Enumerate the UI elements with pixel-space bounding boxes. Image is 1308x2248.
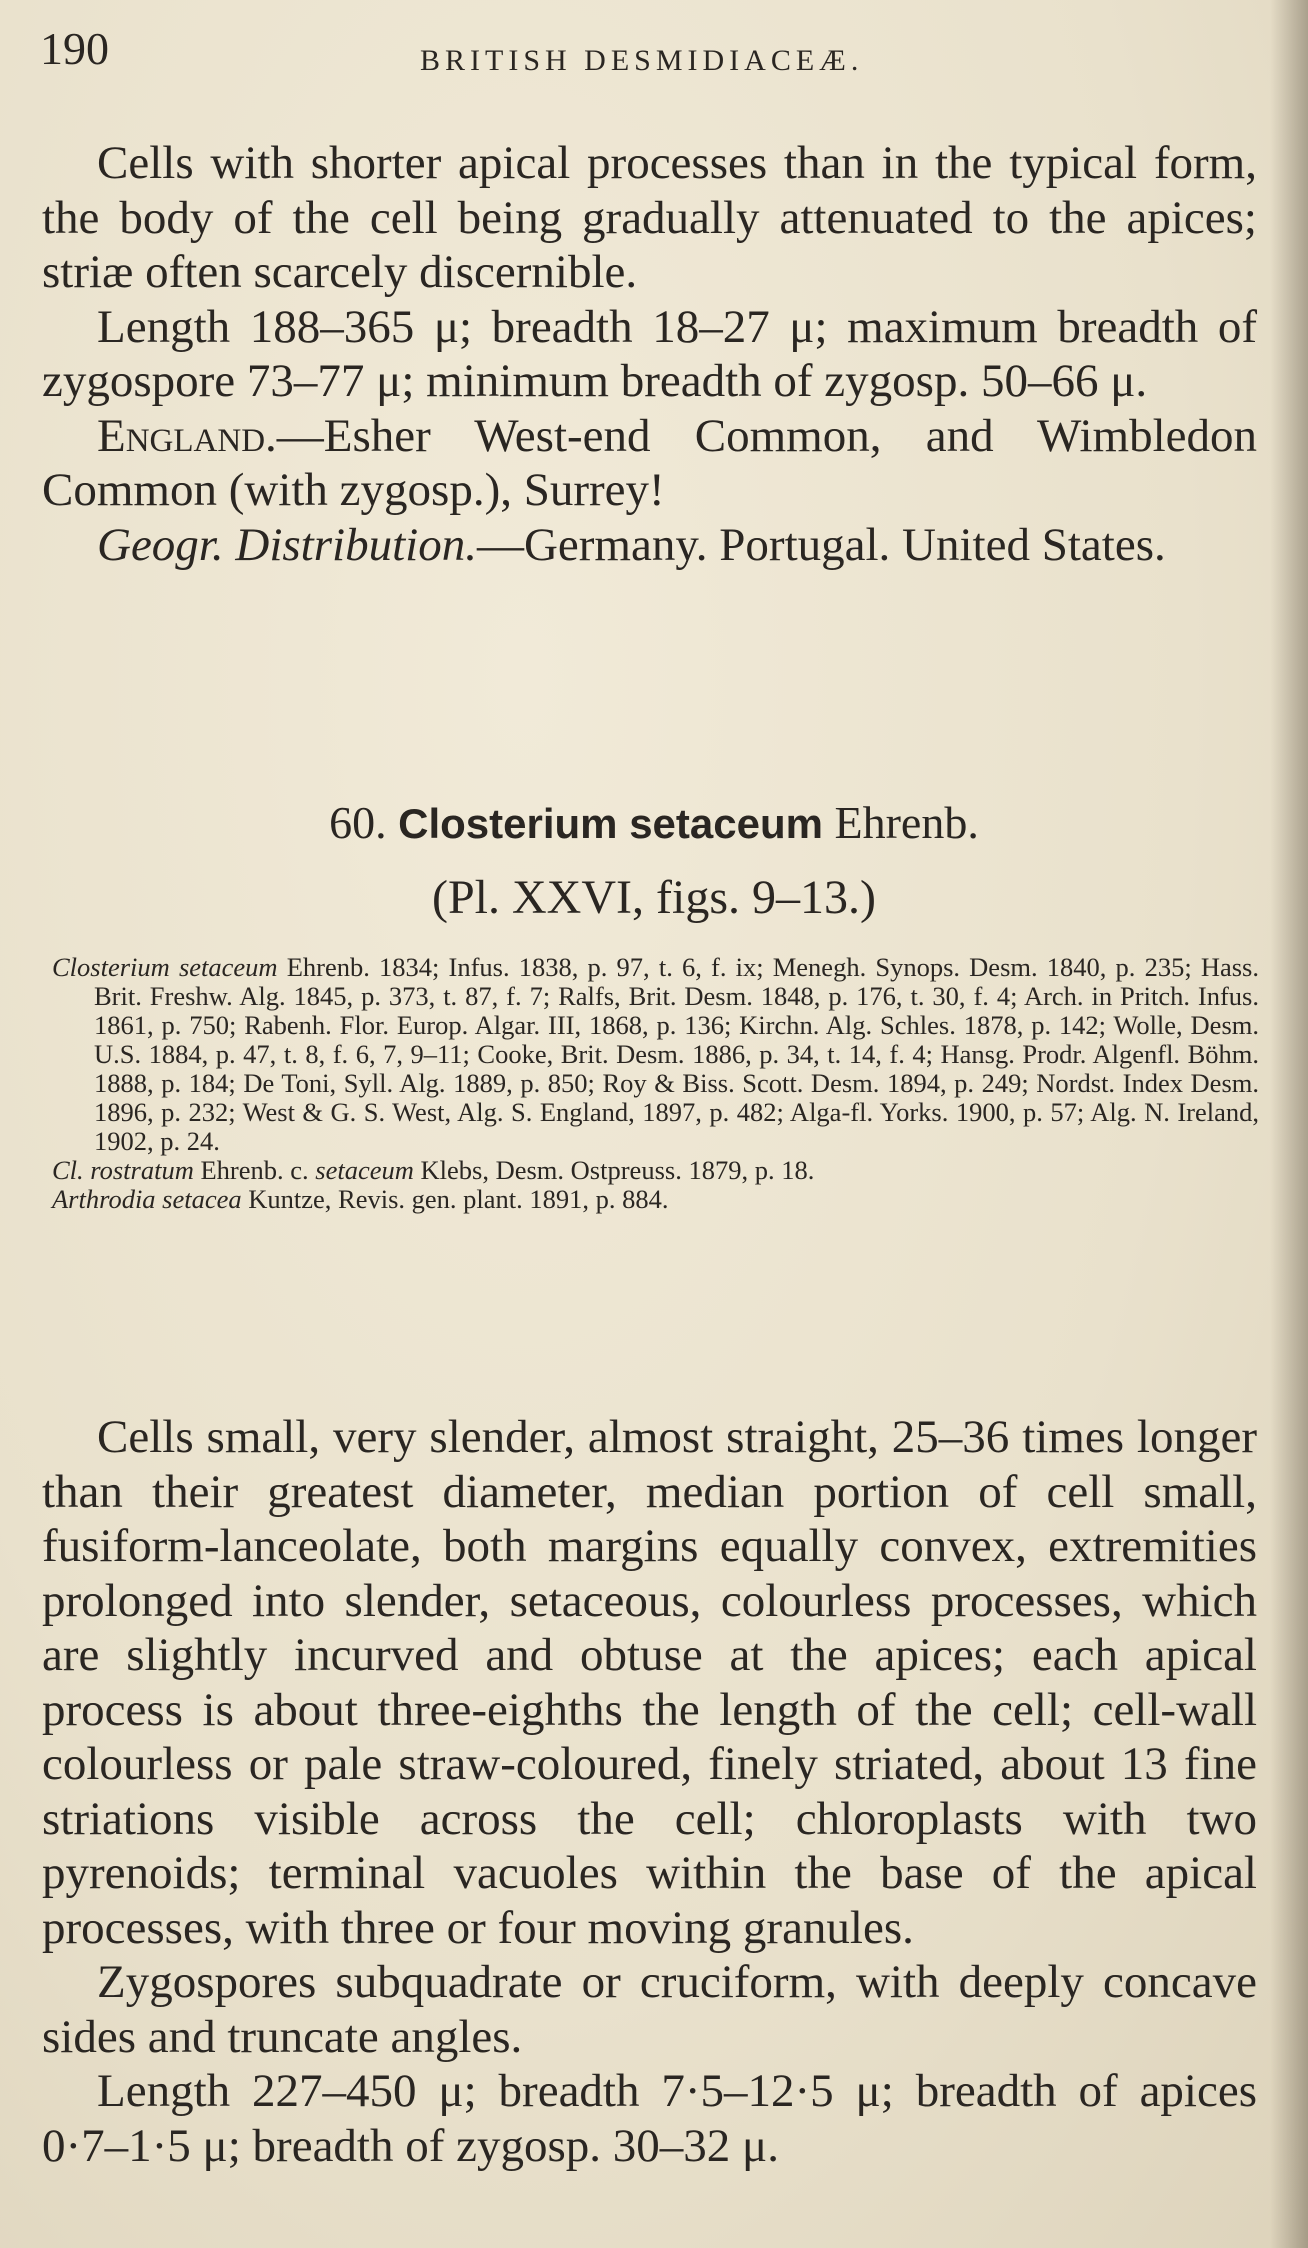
species-name: Closterium setaceum (398, 800, 823, 847)
top-section (42, 136, 1257, 572)
running-title: BRITISH DESMIDIACEÆ. (420, 44, 864, 77)
bottom-section (42, 1410, 1257, 2173)
running-head (40, 22, 1270, 82)
synonymy-entry (52, 952, 1259, 1156)
england-label: England. (97, 409, 277, 462)
synonym-citation: Kuntze, Revis. gen. plant. 1891, p. 884. (248, 1184, 669, 1214)
variety-measurements: Length 188–365 μ; breadth 18–27 μ; maximum breadth of zygospore 73–77 μ; minimum breadth of zygosp. 50–66 μ. (42, 300, 1257, 407)
synonym-citation-2: Klebs, Desm. Ostpreuss. 1879, p. 18. (420, 1155, 815, 1185)
species-description: Cells small, very slender, almost straight, 25–36 times longer than their greatest diameter, median portion of cell small, fusiform-lanceolate, both margins equally convex, extremities prolonged into slender, setaceous, colourless processes, which are slightly incurved and obtuse at the apices; each apical process is about three-eighths the length of the cell; cell-wall colourless or pale straw-coloured, finely striated, about 13 fine striations visible across the cell; chloroplasts with two pyrenoids; terminal vacuoles within the base of the apical processes, with three or four moving granules. (42, 1411, 1257, 1954)
synonymy-block (52, 952, 1259, 1214)
distribution-text: —Germany. Portugal. United States. (476, 518, 1166, 571)
synonym-citation: Ehrenb. 1834; Infus. 1838, p. 97, t. 6, f. ix; Menegh. Synops. Desm. 1840, p. 235; Hass. Brit. Freshw. Alg. 1845, p. 373, t. 87, f. 7; Ralfs, Brit. Desm. 1848, p. 176, t. 30, f. 4; Arch. in Pritch. Infus. 1861, p. 750; Rabenh. Flor. Europ. Algar. III, 1868, p. 136; Kirchn. Alg. Schles. 1878, p. 142; Wolle, Desm. U.S. 1884, p. 47, t. 8, f. 6, 7, 9–11; Cooke, Brit. Desm. 1886, p. 34, t. 14, f. 4; Hansg. Prodr. Algenfl. Böhm. 1888, p. 184; De Toni, Syll. Alg. 1889, p. 850; Roy & Biss. Scott. Desm. 1894, p. 249; Nordst. Index Desm. 1896, p. 232; West & G. S. West, Alg. S. England, 1897, p. 482; Alga-fl. Yorks. 1900, p. 57; Alg. N. Ireland, 1902, p. 24. (94, 952, 1259, 1156)
synonym-citation: Ehrenb. c. (200, 1155, 309, 1185)
synonym-name: Closterium setaceum (52, 952, 278, 982)
england-text: —Esher West-end Common, and Wimbledon Common (with zygosp.), Surrey! (42, 409, 1257, 516)
species-measurements: Length 227–450 μ; breadth 7·5–12·5 μ; breadth of apices 0·7–1·5 μ; breadth of zygosp. 30–32 μ. (42, 2065, 1257, 2172)
species-authority: Ehrenb. (834, 797, 979, 848)
plate-reference: (Pl. XXVI, figs. 9–13.) (432, 871, 876, 924)
synonymy-entry (52, 1184, 1259, 1214)
page-gutter-shadow (1270, 0, 1308, 2248)
species-heading (0, 796, 1308, 849)
synonymy-entry (52, 1155, 1259, 1185)
variety-description: Cells with shorter apical processes than in the typical form, the body of the cell being gradually attenuated to the apices; striæ often scarcely discernible. (42, 137, 1257, 298)
geographic-distribution (42, 518, 1257, 573)
synonym-name-2: setaceum (315, 1155, 414, 1185)
england-locality (42, 409, 1257, 518)
species-number: 60. (329, 797, 387, 848)
zygospore-description: Zygospores subquadrate or cruciform, with deeply concave sides and truncate angles. (42, 1956, 1257, 2063)
distribution-label: Geogr. Distribution. (97, 518, 477, 571)
synonym-name: Cl. rostratum (52, 1155, 194, 1185)
synonym-name: Arthrodia setacea (52, 1184, 242, 1214)
page-number: 190 (40, 23, 109, 74)
